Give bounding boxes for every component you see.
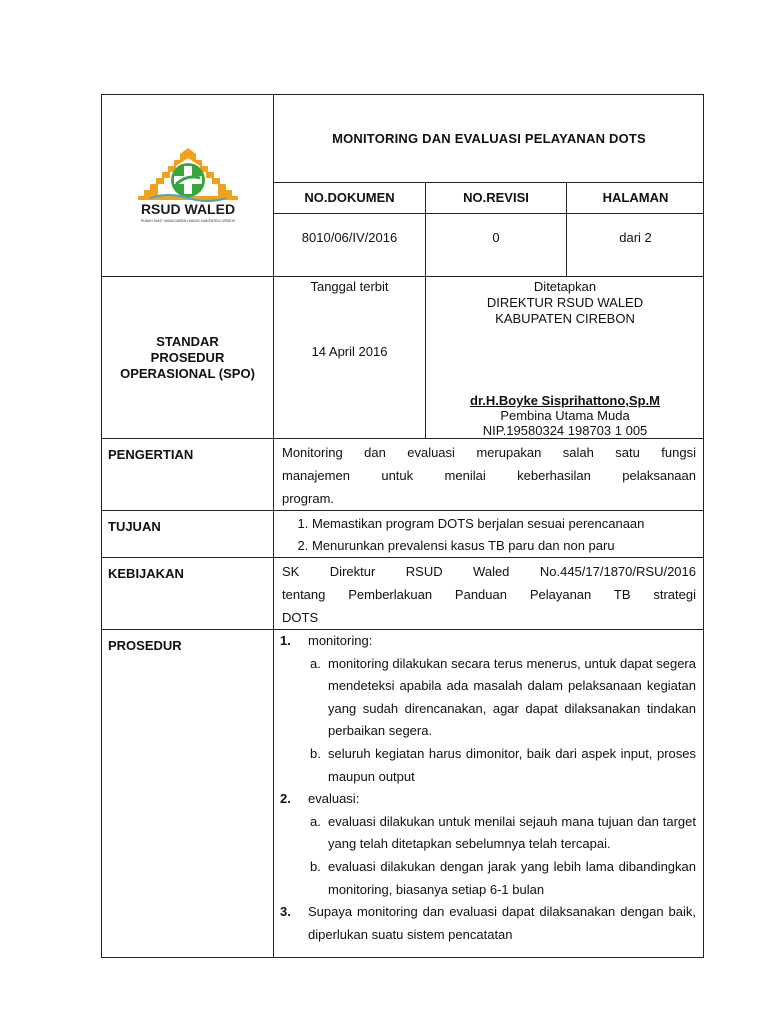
- prosedur-subitem: [308, 856, 696, 901]
- prosedur-heading: monitoring:: [308, 633, 373, 648]
- ditetapkan-label: Ditetapkan: [533, 279, 597, 294]
- halaman-value: dari 2: [567, 214, 705, 277]
- subitem-text: monitoring dilakukan secara terus menerus, untuk dapat segera mendeteksi apabila ada masalah dalam pelaksanaan kegiatan yang sudah direncanakan, agar dapat dilaksanakan tindakan perbaikan segera.: [328, 655, 696, 739]
- tujuan-label: TUJUAN: [102, 511, 274, 558]
- spo-label-line3: OPERASIONAL (SPO): [120, 365, 255, 381]
- prosedur-number: 3.: [280, 904, 291, 920]
- tujuan-cell: [274, 511, 705, 558]
- tujuan-item: 2. Menurunkan prevalensi kasus TB paru dan non paru: [312, 535, 696, 557]
- prosedur-cell: [274, 630, 705, 959]
- no-dokumen-value: 8010/06/IV/2016: [274, 214, 426, 277]
- pengertian-label: PENGERTIAN: [102, 439, 274, 511]
- halaman-header: HALAMAN: [567, 183, 705, 214]
- prosedur-heading: evaluasi:: [308, 791, 360, 807]
- prosedur-label: PROSEDUR: [102, 630, 274, 959]
- subitem-letter: b.: [310, 858, 321, 874]
- prosedur-subitem: [308, 653, 696, 743]
- tujuan-list: [274, 511, 704, 557]
- tanggal-terbit-value: 14 April 2016: [311, 344, 388, 359]
- prosedur-subitem: [308, 811, 696, 856]
- spo-label-line1: STANDAR: [156, 333, 219, 349]
- prosedur-heading: Supaya monitoring dan evaluasi dapat dilaksanakan dengan baik, diperlukan suatu sistem pencatatan: [308, 904, 696, 942]
- kebijakan-line1: SK Direktur RSUD Waled No.445/17/1870/RSU/2016: [282, 564, 696, 579]
- prosedur-number: 2.: [280, 791, 291, 807]
- no-revisi-header: NO.REVISI: [426, 183, 567, 214]
- pengertian-line2: manajemen untuk menilai keberhasilan pelaksanaan: [282, 468, 696, 483]
- jabatan-line1: DIREKTUR RSUD WALED: [486, 295, 644, 310]
- spo-document: [101, 94, 704, 958]
- signatory-rank: Pembina Utama Muda: [500, 408, 630, 423]
- kebijakan-line2: tentang Pemberlakuan Panduan Pelayanan TB strategi: [282, 587, 696, 602]
- subitem-text: evaluasi dilakukan untuk menilai sejauh mana tujuan dan target yang telah ditetapkan sebelumnya telah tercapai.: [328, 813, 696, 852]
- prosedur-item: [280, 788, 696, 901]
- pengertian-line3: program.: [282, 491, 335, 506]
- signatory-nip: NIP.19580324 198703 1 005: [482, 423, 648, 438]
- tanggal-terbit-label: Tanggal terbit: [310, 279, 389, 294]
- rsud-waled-logo: [132, 138, 244, 230]
- kebijakan-label: KEBIJAKAN: [102, 558, 274, 630]
- tanggal-terbit-cell: [274, 277, 426, 439]
- logo-text: RSUD WALED: [140, 201, 235, 217]
- jabatan-line2: KABUPATEN CIREBON: [495, 311, 635, 326]
- kebijakan-line3: DOTS: [282, 610, 319, 625]
- pengertian-line1: Monitoring dan evaluasi merupakan salah satu fungsi: [282, 445, 696, 460]
- ditetapkan-cell: [426, 277, 705, 439]
- tujuan-item: 1. Memastikan program DOTS berjalan sesuai perencanaan: [312, 513, 696, 535]
- prosedur-subitem: [308, 743, 696, 788]
- no-revisi-value: 0: [426, 214, 567, 277]
- no-dokumen-header: NO.DOKUMEN: [274, 183, 426, 214]
- kebijakan-text: [274, 558, 705, 630]
- document-title: MONITORING DAN EVALUASI PELAYANAN DOTS: [274, 95, 705, 183]
- logo-subtext: RUMAH SAKIT UMUM DAERAH WALED KABUPATEN CIREBON: [140, 219, 235, 223]
- pengertian-text: [274, 439, 705, 511]
- spo-label-line2: PROSEDUR: [150, 349, 225, 365]
- subitem-letter: b.: [310, 745, 321, 761]
- signatory-name: dr.H.Boyke Sisprihattono,Sp.M: [470, 393, 660, 408]
- logo-cell: [102, 95, 274, 277]
- subitem-letter: a.: [310, 655, 321, 671]
- prosedur-number: 1.: [280, 633, 291, 648]
- spo-label: [102, 277, 274, 439]
- subitem-text: seluruh kegiatan harus dimonitor, baik dari aspek input, proses maupun output: [328, 745, 696, 784]
- prosedur-item: [280, 901, 696, 946]
- prosedur-item: [280, 630, 696, 788]
- subitem-text: evaluasi dilakukan dengan jarak yang lebih lama dibandingkan monitoring, biasanya setiap 6-1 bulan: [328, 858, 696, 897]
- subitem-letter: a.: [310, 813, 321, 829]
- spo-table: [101, 94, 704, 958]
